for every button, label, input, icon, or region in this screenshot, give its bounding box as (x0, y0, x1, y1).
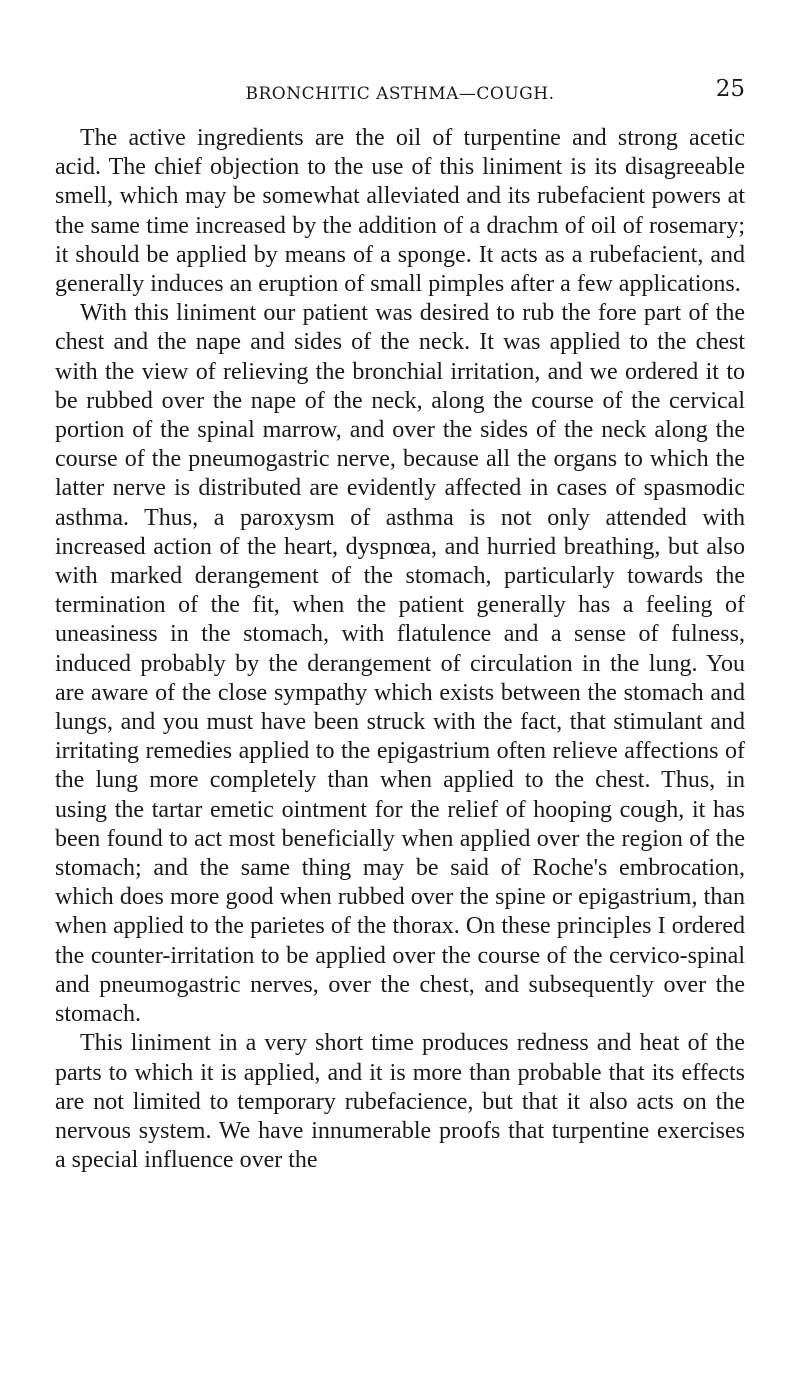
page-number: 25 (715, 76, 745, 102)
paragraph: With this liniment our patient was desired to rub the fore part of the chest and the nape and sides of the neck. It was applied to the chest with the view of relieving the bronchial irritation, and we ordered it to be rubbed over the nape of the neck, along the course of the cervical portion of the spinal marrow, and over the sides of the neck along the course of the pneumogastric nerve, because all the organs to which the latter nerve is distributed are evidently affected in cases of spasmodic asthma. Thus, a paroxysm of asthma is not only attended with increased action of the heart, dyspnœa, and hurried breathing, but also with marked derangement of the stomach, particularly towards the termination of the fit, when the patient generally has a feeling of uneasiness in the stomach, with flatulence and a sense of fulness, induced probably by the derangement of circulation in the lung. You are aware of the close sympathy which exists between the stomach and lungs, and you must have been struck with the fact, that stimulant and irritating remedies applied to the epigastrium often relieve affections of the lung more completely than when applied to the chest. Thus, in using the tartar emetic ointment for the relief of hooping cough, it has been found to act most beneficially when applied over the region of the stomach; and the same thing may be said of Roche's embrocation, which does more good when rubbed over the spine or epigastrium, than when applied to the parietes of the thorax. On these principles I ordered the counter-irritation to be applied over the course of the cervico-spinal and pneumogastric nerves, over the chest, and subsequently over the stomach. (55, 300, 745, 1028)
paragraph: The active ingredients are the oil of turpentine and strong acetic acid. The chief objection to the use of this liniment is its disagreeable smell, which may be somewhat alleviated and its rubefacient powers at the same time increased by the addition of a drachm of oil of rosemary; it should be applied by means of a sponge. It acts as a rubefacient, and generally induces an eruption of small pimples after a few applications. (55, 125, 745, 298)
page-header (55, 76, 745, 110)
running-title: BRONCHITIC ASTHMA—COUGH. (245, 84, 555, 104)
body-text (55, 124, 745, 1175)
paragraph: This liniment in a very short time produces redness and heat of the parts to which it is applied, and it is more than probable that its effects are not limited to temporary rubefacience, but that it also acts on the nervous system. We have innumerable proofs that turpentine exercises a special influence over the (55, 1030, 745, 1174)
